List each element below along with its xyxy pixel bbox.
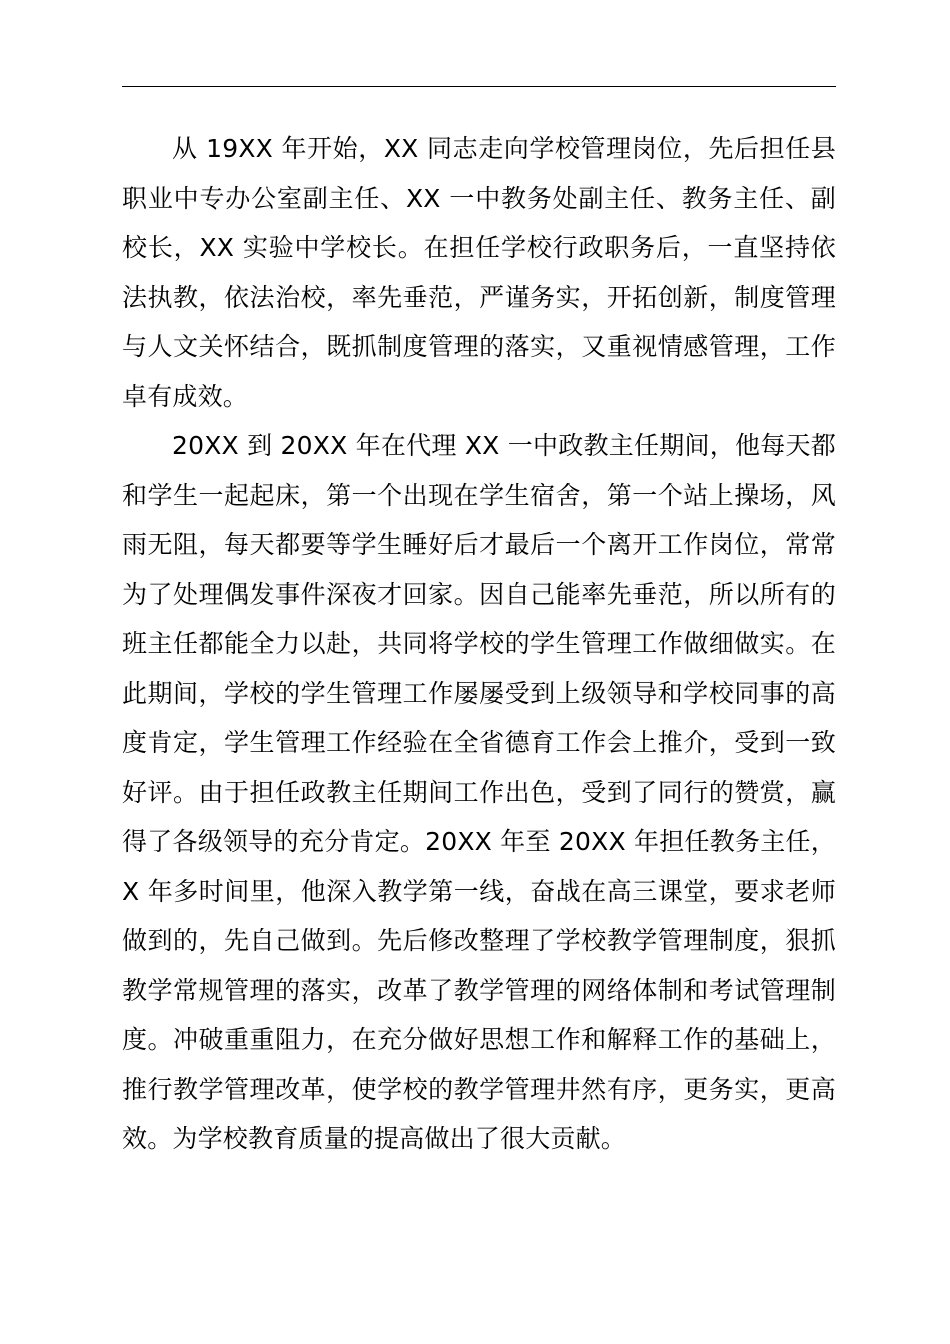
- header-rule: [122, 86, 836, 87]
- body-text: [122, 124, 836, 1164]
- paragraph-1: 从 19XX 年开始，XX 同志走向学校管理岗位，先后担任县职业中专办公室副主任、XX 一中教务处副主任、教务主任、副校长，XX 实验中学校长。在担任学校行政职务后，一直坚持依法执教，依法治校，率先垂范，严谨务实，开拓创新，制度管理与人文关怀结合，既抓制度管理的落实，又重视情感管理，工作卓有成效。: [122, 134, 836, 411]
- paragraph-2: 20XX 到 20XX 年在代理 XX 一中政教主任期间，他每天都和学生一起起床，第一个出现在学生宿舍，第一个站上操场，风雨无阻，每天都要等学生睡好后才最后一个离开工作岗位，常常为了处理偶发事件深夜才回家。因自己能率先垂范，所以所有的班主任都能全力以赴，共同将学校的学生管理工作做细做实。在此期间，学校的学生管理工作屡屡受到上级领导和学校同事的高度肯定，学生管理工作经验在全省德育工作会上推介，受到一致好评。由于担任政教主任期间工作出色，受到了同行的赞赏，赢得了各级领导的充分肯定。20XX 年至 20XX 年担任教务主任，X 年多时间里，他深入教学第一线，奋战在高三课堂，要求老师做到的，先自己做到。先后修改整理了学校教学管理制度，狠抓教学常规管理的落实，改革了教学管理的网络体制和考试管理制度。冲破重重阻力，在充分做好思想工作和解释工作的基础上，推行教学管理改革，使学校的教学管理井然有序，更务实，更高效。为学校教育质量的提高做出了很大贡献。: [122, 431, 836, 1153]
